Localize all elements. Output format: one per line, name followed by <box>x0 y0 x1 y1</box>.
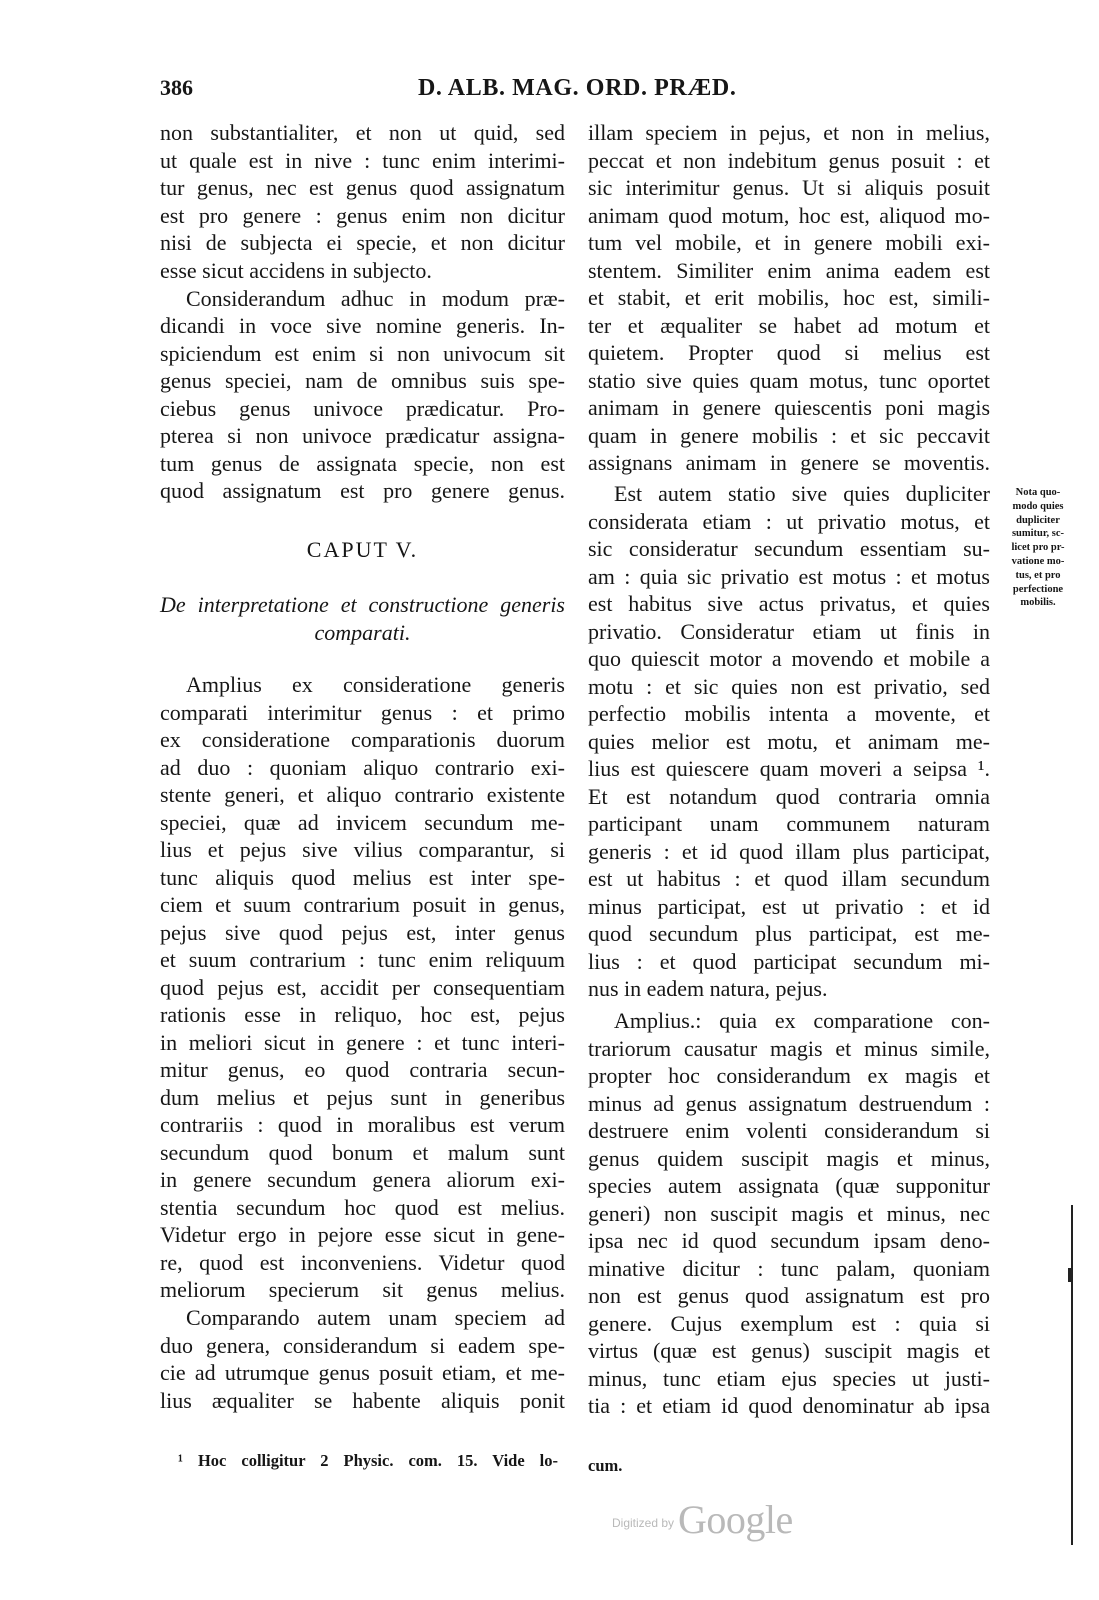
text-line: ¹ Hoc colligitur 2 Physic. com. 15. Vide lo- <box>178 1451 558 1470</box>
chapter-heading: CAPUT V. <box>306 537 419 562</box>
footnote-left <box>178 1448 558 1474</box>
running-title: D. ALB. MAG. ORD. PRÆD. <box>418 75 737 101</box>
text-line: perfectio mobilis intenta a movente, et <box>588 701 990 726</box>
left-paragraph-3 <box>160 671 565 1304</box>
text-line: tum genus de assignata specie, non est <box>160 450 565 476</box>
text-line: ciebus genus univoce prædicatur. Pro- <box>160 395 565 421</box>
text-line: Et est notandum quod contraria omnia <box>588 783 990 809</box>
text-line: ipsa nec id quod secundum ipsam deno- <box>588 1228 990 1253</box>
text-line: mitur genus, eo quod contraria secun- <box>160 1057 565 1082</box>
text-line: perfectione <box>1012 583 1064 595</box>
text-line: Est autem statio sive quies dupliciter <box>614 481 990 506</box>
text-line: tum vel mobile, et in genere mobili exi- <box>588 230 990 255</box>
text-line: stentem. Similiter enim anima eadem est <box>588 257 990 283</box>
left-paragraph-4 <box>160 1304 565 1414</box>
text-line: De interpretatione et constructione generis <box>160 592 565 617</box>
text-line: privatio. Consideratur etiam ut finis in <box>588 618 990 644</box>
text-line: genus speciei, nam de omnibus suis spe- <box>160 368 565 393</box>
margin-note <box>998 486 1078 610</box>
text-line: trariorum causatur magis et minus simile, <box>588 1035 990 1061</box>
digitized-by-label: Digitized by <box>612 1516 675 1530</box>
footnote-right <box>588 1453 708 1479</box>
text-line: re, quod est inconveniens. Videtur quod <box>160 1249 565 1275</box>
text-line: illam speciem in pejus, et non in melius, <box>588 120 990 145</box>
text-line: esse sicut accidens in subjecto. <box>160 257 432 283</box>
text-line: peccat et non indebitum genus posuit : et <box>588 147 990 173</box>
text-line: est pro genere : genus enim non dicitur <box>160 202 565 228</box>
text-line: tunc aliquis quod melius est inter spe- <box>160 864 565 890</box>
text-line: quo quiescit motor a movendo et mobile a <box>588 646 990 671</box>
text-line: statio sive quies quam motus, tunc oportet <box>588 367 990 393</box>
text-line: destruere enim volenti considerandum si <box>588 1118 990 1143</box>
text-line: animam quod motum, hoc est, aliquod mo- <box>588 202 990 228</box>
text-line: propter hoc considerandum ex magis et <box>588 1063 990 1088</box>
text-line: stentia secundum hoc quod est melius. <box>160 1194 565 1220</box>
text-line: animam in genere quiescentis poni magis <box>588 395 990 420</box>
left-paragraph-1 <box>160 119 565 284</box>
text-line: quod secundum plus participat, est me- <box>588 921 990 946</box>
text-line: quam in genere mobilis : et sic peccavit <box>588 422 990 448</box>
text-line: in meliori sicut in genere : et tunc interi- <box>160 1029 565 1055</box>
text-line: stente generi, et aliquo contrario existente <box>160 782 565 807</box>
text-line: comparati. <box>314 619 411 645</box>
text-line: spiciendum est enim si non univocum sit <box>160 340 565 366</box>
text-line: secundum quod bonum et malum sunt <box>160 1139 565 1165</box>
text-line: lius et pejus sive vilius comparantur, si <box>160 837 565 862</box>
text-line: cum. <box>588 1456 623 1475</box>
text-line: species autem assignata (quæ supponitur <box>588 1173 990 1198</box>
text-line: Comparando autem unam speciem ad <box>186 1305 565 1330</box>
text-line: generi) non suscipit magis et minus, nec <box>588 1200 990 1226</box>
right-paragraph-1 <box>588 119 990 477</box>
text-line: rationis esse in reliquo, hoc est, pejus <box>160 1002 565 1027</box>
text-line: tia : et etiam id quod denominatur ab ipsa <box>588 1393 990 1418</box>
text-line: assignans animam in genere se moventis. <box>588 450 990 475</box>
text-line: Nota quo- <box>1015 487 1061 498</box>
page-edge-mark <box>1068 1268 1072 1282</box>
text-line: quod assignatum est pro genere genus. <box>160 478 565 503</box>
page-number: 386 <box>160 75 193 100</box>
text-line: mobilis. <box>1020 597 1056 609</box>
text-line: et suum contrarium : tunc enim reliquum <box>160 947 565 972</box>
text-line: contrariis : quod in moralibus est verum <box>160 1112 565 1137</box>
text-line: dupliciter <box>1016 514 1060 526</box>
left-paragraph-2 <box>160 285 565 505</box>
text-line: pterea si non univoce prædicatur assigna- <box>160 423 565 448</box>
text-line: et stabit, et erit mobilis, hoc est, simili- <box>588 285 990 310</box>
text-line: minative dicitur : tunc palam, quoniam <box>588 1255 990 1281</box>
text-line: comparati interimitur genus : et primo <box>160 699 565 725</box>
text-line: quietem. Propter quod si melius est <box>588 340 990 365</box>
text-line: motu : et sic quies non est privatio, sed <box>588 673 990 699</box>
google-logo-text: Google <box>678 1497 793 1542</box>
text-line: lius : et quod participat secundum mi- <box>588 948 990 974</box>
text-line: nisi de subjecta ei specie, et non dicitur <box>160 230 565 255</box>
text-line: sic consideratur secundum essentiam su- <box>588 536 990 561</box>
text-line: dicandi in voce sive nomine generis. In- <box>160 313 565 338</box>
text-line: genus quidem suscipit magis et minus, <box>588 1145 990 1171</box>
text-line: quies melior est motu, et animam me- <box>588 728 990 754</box>
text-line: considerata etiam : ut privatio motus, et <box>588 508 990 534</box>
text-line: tus, et pro <box>1015 569 1061 581</box>
text-line: duo genera, considerandum si eadem spe- <box>160 1332 565 1358</box>
text-line: non substantialiter, et non ut quid, sed <box>160 120 565 145</box>
text-line: est ut habitus : et quod illam secundum <box>588 866 990 891</box>
text-line: quod pejus est, accidit per consequentiam <box>160 974 565 1000</box>
right-paragraph-2 <box>588 480 990 1003</box>
text-line: modo quies <box>1012 500 1064 512</box>
text-line: est habitus sive actus privatus, et quies <box>588 591 990 616</box>
text-line: meliorum specierum sit genus melius. <box>160 1277 565 1302</box>
text-line: ut quale est in nive : tunc enim interimi- <box>160 147 565 173</box>
page-edge <box>1071 1205 1073 1545</box>
text-line: Videtur ergo in pejore esse sicut in gene- <box>160 1222 565 1247</box>
text-line: virtus (quæ est genus) suscipit magis et <box>588 1338 990 1363</box>
text-line: lius est quiescere quam moveri a seipsa ¹. <box>588 756 990 781</box>
text-line: non est genus quod assignatum est pro <box>588 1283 990 1308</box>
text-line: Considerandum adhuc in modum præ- <box>186 285 565 311</box>
text-line: lius æqualiter se habente aliquis ponit <box>160 1387 565 1413</box>
text-line: speciei, quæ ad invicem secundum me- <box>160 809 565 835</box>
text-line: ciem et suum contrarium posuit in genus, <box>160 892 565 917</box>
text-line: Amplius.: quia ex comparatione con- <box>614 1008 990 1033</box>
text-line: participant unam communem naturam <box>588 811 990 836</box>
text-line: sic interimitur genus. Ut si aliquis posuit <box>588 175 990 200</box>
text-line: nus in eadem natura, pejus. <box>588 976 828 1001</box>
text-line: vatione mo- <box>1011 555 1065 567</box>
text-line: ad duo : quoniam aliquo contrario exi- <box>160 754 565 780</box>
text-line: minus ad genus assignatum destruendum : <box>588 1090 990 1116</box>
text-line: minus, tunc etiam ejus species ut justi- <box>588 1365 990 1391</box>
text-line: Amplius ex consideratione generis <box>186 672 565 697</box>
text-line: minus participat, est ut privatio : et id <box>588 893 990 919</box>
text-line: ter et æqualiter se habet ad motum et <box>588 312 990 338</box>
text-line: am : quia sic privatio est motus : et motus <box>588 563 990 589</box>
text-line: in genere secundum genera aliorum exi- <box>160 1167 565 1192</box>
text-line: genere. Cujus exemplum est : quia si <box>588 1310 990 1336</box>
text-line: ex consideratione comparationis duorum <box>160 727 565 752</box>
digitized-watermark <box>612 1496 793 1543</box>
text-line: tur genus, nec est genus quod assignatum <box>160 175 565 200</box>
chapter-title <box>160 591 565 646</box>
text-line: pejus sive quod pejus est, inter genus <box>160 919 565 945</box>
text-line: dum melius et pejus sunt in generibus <box>160 1084 565 1110</box>
text-line: cie ad utrumque genus posuit etiam, et me- <box>160 1360 565 1385</box>
text-line: generis : et id quod illam plus participat, <box>588 838 990 864</box>
text-line: sumitur, sc- <box>1011 528 1065 540</box>
right-paragraph-3 <box>588 1007 990 1420</box>
text-line: licet pro pr- <box>1011 542 1065 554</box>
